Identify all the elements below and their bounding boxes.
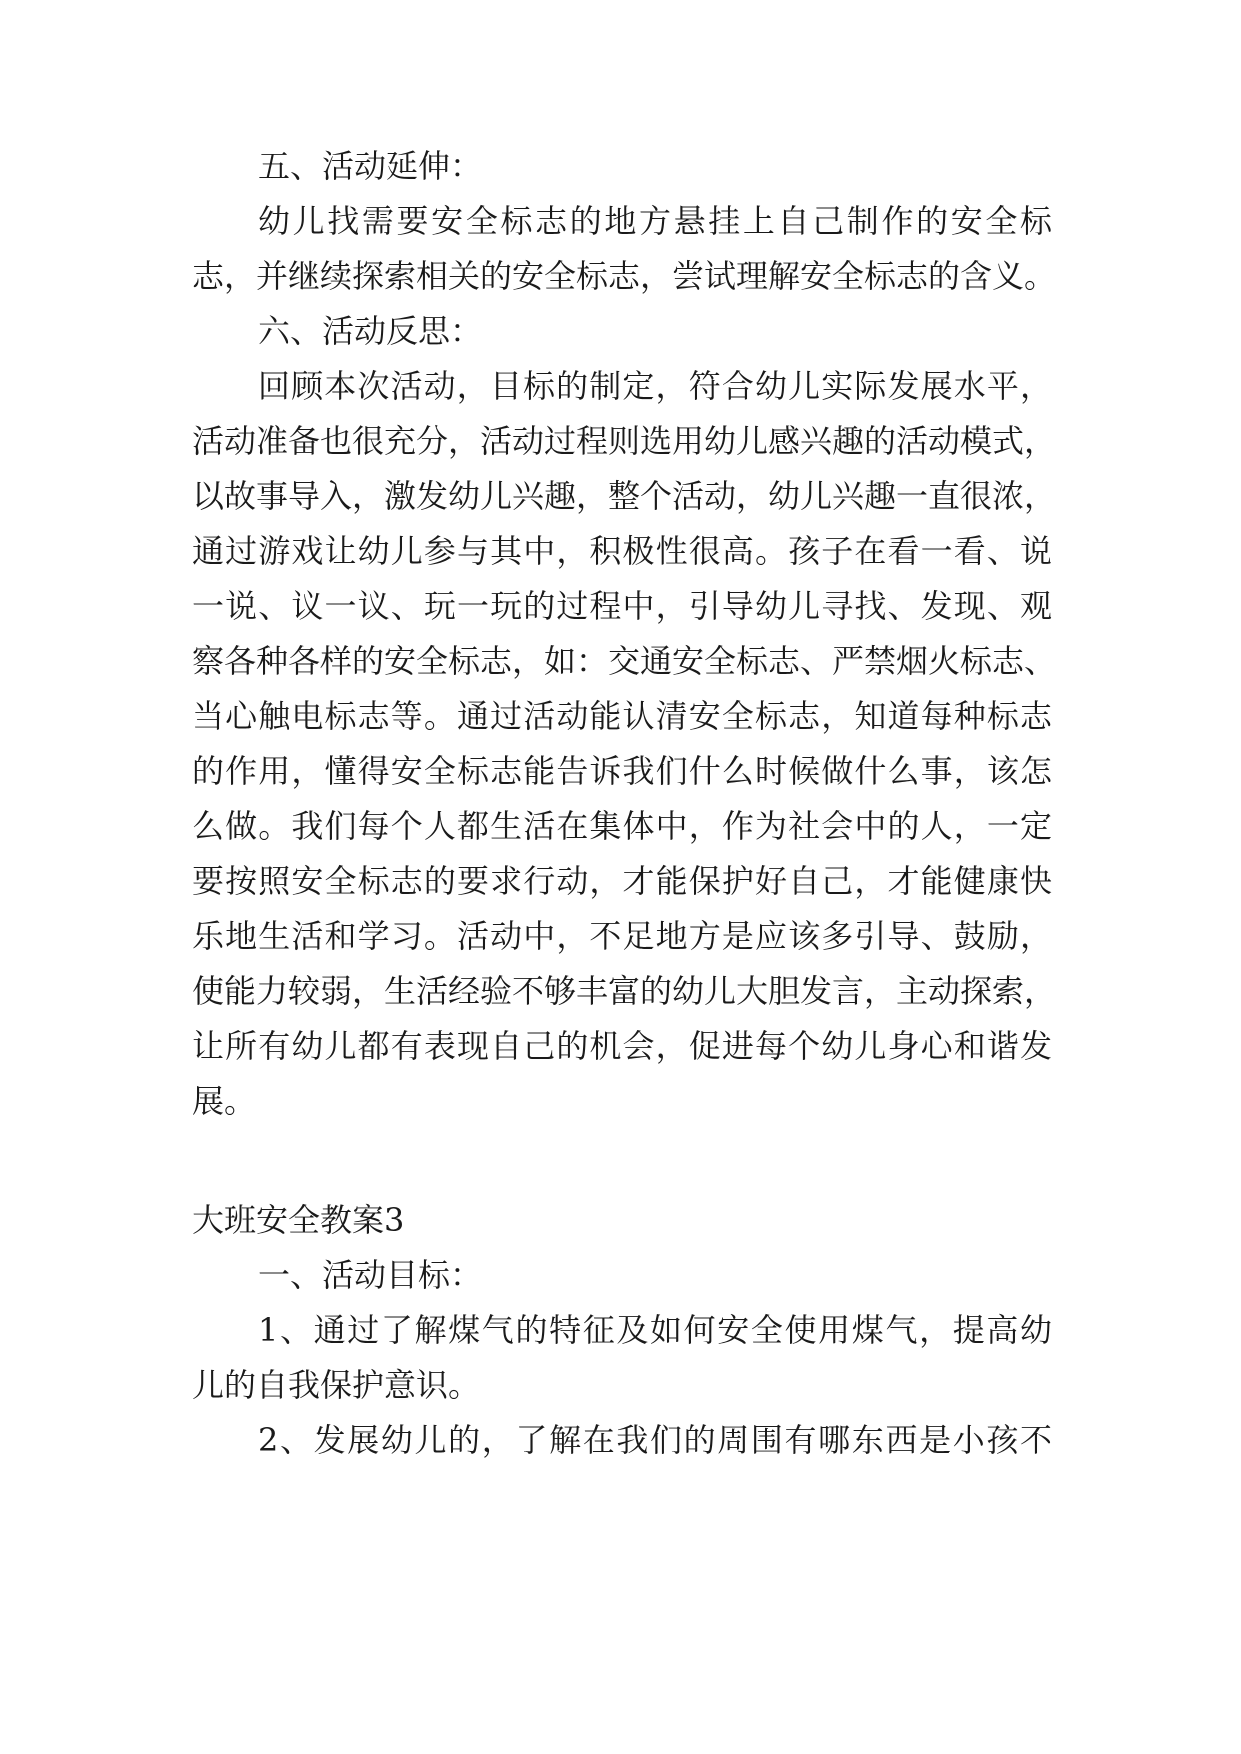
paragraph-line: 通过游戏让幼儿参与其中，积极性很高。孩子在看一看、说 xyxy=(192,532,1052,570)
paragraph-line: 的作用，懂得安全标志能告诉我们什么时候做什么事，该怎 xyxy=(192,752,1052,790)
paragraph-line: 儿的自我保护意识。 xyxy=(192,1366,481,1404)
paragraph-line: 乐地生活和学习。活动中，不足地方是应该多引导、鼓励， xyxy=(192,917,1052,955)
paragraph-line: 当心触电标志等。通过活动能认清安全标志，知道每种标志 xyxy=(192,697,1052,735)
paragraph-line: 让所有幼儿都有表现自己的机会，促进每个幼儿身心和谐发 xyxy=(192,1027,1052,1065)
paragraph-line: 1、通过了解煤气的特征及如何安全使用煤气，提高幼 xyxy=(258,1311,1052,1349)
paragraph-line: 一说、议一议、玩一玩的过程中，引导幼儿寻找、发现、观 xyxy=(192,587,1052,625)
paragraph-line: 察各种各样的安全标志，如：交通安全标志、严禁烟火标志、 xyxy=(192,642,1057,680)
section-heading: 六、活动反思： xyxy=(258,312,483,350)
paragraph-line: 回顾本次活动，目标的制定，符合幼儿实际发展水平， xyxy=(258,367,1052,405)
paragraph-line: 么做。我们每个人都生活在集体中，作为社会中的人，一定 xyxy=(192,807,1052,845)
paragraph-line: 志，并继续探索相关的安全标志，尝试理解安全标志的含义。 xyxy=(192,257,1057,295)
paragraph-line: 要按照安全标志的要求行动，才能保护好自己，才能健康快 xyxy=(192,862,1052,900)
section-heading: 五、活动延伸： xyxy=(258,147,483,185)
paragraph-line: 以故事导入，激发幼儿兴趣，整个活动，幼儿兴趣一直很浓， xyxy=(192,477,1057,515)
document-title: 大班安全教案3 xyxy=(192,1201,405,1239)
section-heading: 一、活动目标： xyxy=(258,1256,483,1294)
paragraph-line: 活动准备也很充分，活动过程则选用幼儿感兴趣的活动模式， xyxy=(192,422,1057,460)
paragraph-line: 幼儿找需要安全标志的地方悬挂上自己制作的安全标 xyxy=(258,202,1052,240)
paragraph-line: 使能力较弱，生活经验不够丰富的幼儿大胆发言，主动探索， xyxy=(192,972,1057,1010)
paragraph-line: 展。 xyxy=(192,1082,257,1120)
paragraph-line: 2、发展幼儿的，了解在我们的周围有哪东西是小孩不 xyxy=(258,1421,1052,1459)
